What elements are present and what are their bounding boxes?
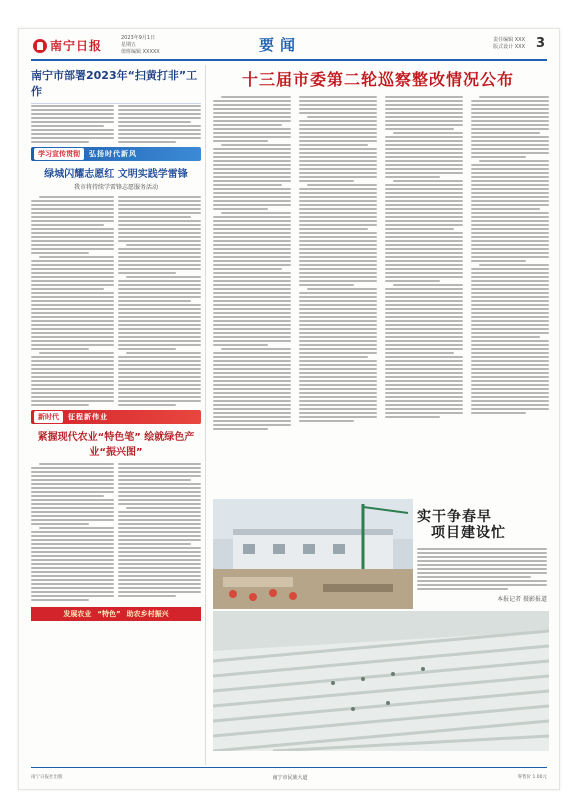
body-text — [118, 104, 201, 143]
section-banner-civilization — [31, 147, 201, 161]
photo-title — [417, 509, 547, 541]
footer-left: 南宁日报社出版 — [31, 775, 63, 780]
masthead-rule — [31, 59, 547, 61]
masthead-editor: 值班编辑 XXXXX — [121, 49, 160, 55]
greenhouse-field-photo[interactable] — [213, 611, 549, 751]
logo-text: 南宁日报 — [50, 39, 103, 53]
masthead-info — [121, 35, 160, 56]
banner-tag: 学习宣传贯彻 — [34, 148, 84, 160]
story2-headline[interactable]: 绿城闪耀志愿红 文明实践学雷锋 — [44, 169, 188, 180]
logo-emblem-icon — [33, 39, 47, 53]
body-text — [31, 195, 114, 406]
photo-caption-text — [417, 547, 547, 590]
masthead-credit-editor: 责任编辑 XXX — [493, 37, 525, 43]
banner-text: 征程新伟业 — [68, 413, 108, 421]
left-story3-body — [31, 462, 201, 601]
body-text — [118, 462, 201, 601]
masthead-credits — [493, 37, 525, 51]
page-footer — [31, 767, 547, 786]
story2-deck: 我市将持续学雷锋志愿服务活动 — [73, 184, 158, 191]
masthead-credit-design: 版式设计 XXX — [493, 44, 525, 50]
masthead-weekday: 星期五 — [121, 42, 137, 48]
photo-byline: 本报记者 摄影报道 — [497, 596, 547, 603]
photo-title-line2: 项目建设忙 — [431, 525, 506, 541]
promo-text-3: 助农乡村振兴 — [126, 610, 169, 618]
newspaper-page — [18, 28, 560, 790]
left-top-headline[interactable]: 南宁市部署2023年“扫黄打非”工作 — [31, 65, 201, 104]
newspaper-logo — [33, 37, 102, 54]
photo-caption — [417, 509, 547, 603]
article-column-4 — [471, 95, 549, 430]
promo-text-1: 发展农业 — [63, 610, 92, 618]
masthead — [19, 29, 559, 59]
main-headline[interactable]: 十三届市委第二轮巡察整改情况公布 — [241, 70, 514, 89]
photo-title-line1: 实干争春早 — [417, 509, 492, 525]
body-text — [118, 195, 201, 406]
footer-right: 零售价 1.00元 — [517, 775, 547, 780]
article-column-2 — [299, 95, 377, 430]
section-banner-new-era — [31, 410, 201, 424]
article-column-3 — [385, 95, 463, 430]
page-number: 3 — [535, 36, 545, 51]
column-divider — [205, 65, 206, 765]
promo-text-2: “特色” — [97, 610, 121, 618]
photo-feature — [213, 499, 549, 751]
article-column-1 — [213, 95, 291, 430]
section-title: 要闻 — [259, 36, 302, 54]
main-article-body — [213, 95, 549, 430]
body-text — [31, 104, 114, 143]
banner-tag: 新时代 — [34, 411, 63, 423]
footer-center: 南宁市民族大道 — [272, 774, 308, 781]
left-story1-body — [31, 104, 201, 143]
story3-headline[interactable]: 紧握现代农业“特色笔” 绘就绿色产业“振兴图” — [37, 432, 195, 458]
left-story2-body — [31, 195, 201, 406]
bottom-promo-banner — [31, 607, 201, 621]
body-text — [31, 462, 114, 601]
construction-site-photo[interactable] — [213, 499, 413, 609]
left-column — [31, 65, 201, 621]
banner-text: 弘扬时代新风 — [89, 150, 137, 158]
masthead-date: 2023年9月1日 — [121, 35, 156, 41]
